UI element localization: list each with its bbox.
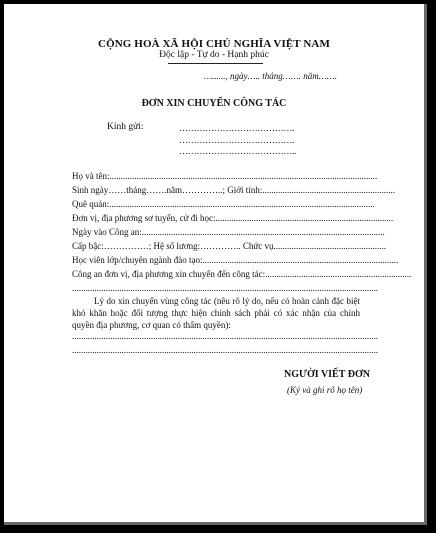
field-birth-gender: Sinh ngày……tháng…….năm…………..; Giới tính:........................................................... [72,185,396,195]
reason-paragraph: Lý do xin chuyển vùng công tác (nêu rõ lý do, nếu có hoàn cảnh đặc biệt khó khăn hoặc đối tượng thực hiện chính sách phải có xác nhận của chính quyền địa phương, cơ quan có thẩm quyền): [72,296,360,330]
field-join-date: Ngày vào Công an:............................................................................................................ [72,227,385,237]
signature-note: (Ký và ghi rõ họ tên) [287,385,363,395]
signature-title: NGƯỜI VIẾT ĐƠN [284,369,370,380]
field-continuation-line: ........................................................................................................................................ [72,283,378,293]
date-line: …......, ngày….. tháng……. năm……. [204,71,338,81]
addressee-label: Kính gửi: [107,122,144,132]
reason-line: ........................................................................................................................................ [72,331,378,341]
addressee-line: …………………………………. [179,135,295,145]
field-full-name: Họ và tên:....................................................................................................................... [72,171,378,181]
addressee-line: ………………………………….. [179,146,297,156]
reason-line: ........................................................................................................................................ [72,345,378,355]
field-unit-origin: Đơn vị, địa phương sơ tuyển, cử đi học:............................................................................... [72,213,394,223]
document-page [4,4,427,525]
motto-underline [168,63,263,64]
national-title: CỘNG HOÀ XÃ HỘI CHỦ NGHĨA VIỆT NAM [98,38,330,50]
field-destination-unit: Công an đơn vị, địa phương xin chuyển đến công tác:................................................................. [72,269,412,279]
field-hometown: Quê quán:...................................................................................................................... [72,199,375,209]
addressee-line: …………………………………. [179,123,295,133]
field-class-major: Học viên lớp/chuyên ngành đào tạo:....................................................................................... [72,255,399,265]
document-title: ĐƠN XIN CHUYỂN CÔNG TÁC [141,98,287,109]
field-rank-salary-position: Cấp bậc:……………; Hệ số lương:………….. Chức vụ.................................................. [72,241,386,251]
national-motto: Độc lập - Tự do - Hạnh phúc [159,50,269,60]
